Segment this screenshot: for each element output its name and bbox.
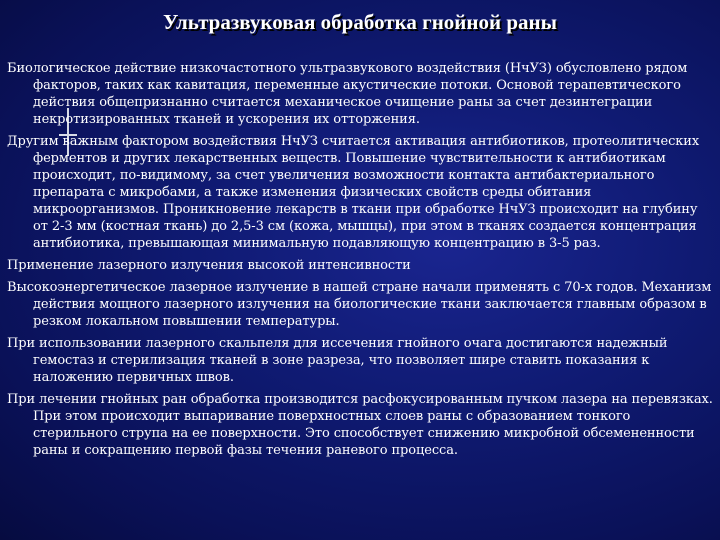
slide-body xyxy=(7,60,713,464)
paragraph-wound-treatment: При лечении гнойных ран обработка производится расфокусированным пучком лазера на перевязках. При этом происходит выпаривание поверхностных слоев раны с образованием тонкого стерильного струпа на ее поверхности. Это способствует снижению микробной обсемененности раны и сокращению первой фазы течения раневого процесса. xyxy=(7,392,713,458)
paragraph-laser-scalpel: При использовании лазерного скальпеля для иссечения гнойного очага достигаются надежный гемостаз и стерилизация тканей в зоне разреза, что позволяет шире ставить показания к наложению первичных швов. xyxy=(7,336,668,385)
paragraph-antibiotic-activation: Другим важным фактором воздействия НчУЗ считается активация антибиотиков, протеолитических ферментов и других лекарственных веществ. Повышение чувствительности к антибиотикам происходит, по-видимому, за счет увеличения возможности контакта антибактериального препарата с микробами, а также изменения физических свойств среды обитания микроорганизмов. Проникновение лекарств в ткани при обработке НчУЗ происходит на глубину от 2-3 мм (костная ткань) до 2,5-3 см (кожа, мышцы), при этом в тканях создается концентрация антибиотика, превышающая минимальную подавляющую концентрацию в 3-5 раз. xyxy=(7,134,700,251)
paragraph-laser-heading: Применение лазерного излучения высокой интенсивности xyxy=(7,258,411,273)
paragraph-laser-mechanism: Высокоэнергетическое лазерное излучение в нашей стране начали применять с 70-х годов. Механизм действия мощного лазерного излучения на биологические ткани заключается главным образом в резком локальном повышении температуры. xyxy=(7,280,712,329)
slide-title: Ультразвуковая обработка гнойной раны xyxy=(162,10,558,34)
paragraph-ultrasound-action: Биологическое действие низкочастотного ультразвукового воздействия (НчУЗ) обусловлено рядом факторов, таких как кавитация, переменные акустические потоки. Основой терапевтического действия общепризнанно считается механическое очищение раны за счет дезинтеграции некротизированных тканей и ускорения их отторжения. xyxy=(7,61,688,127)
